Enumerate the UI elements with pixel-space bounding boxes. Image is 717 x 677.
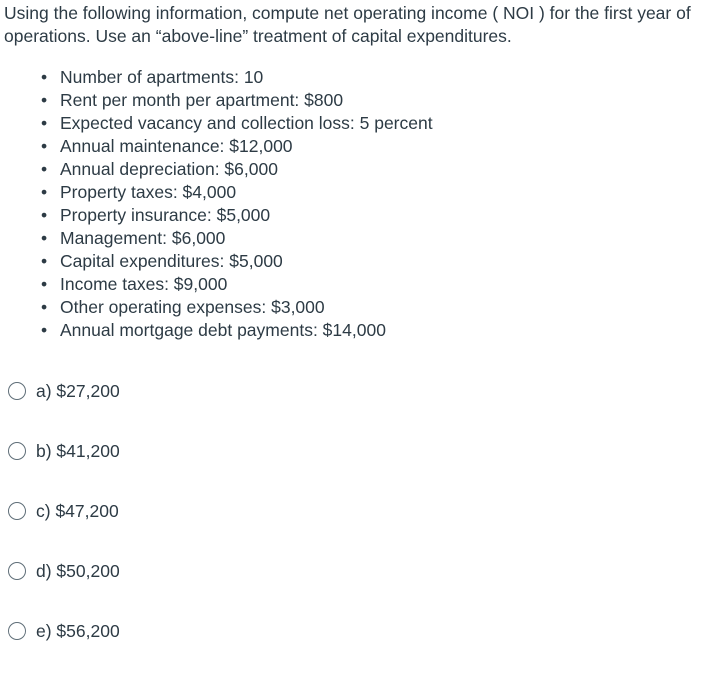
fact-item	[41, 227, 714, 250]
fact-item	[41, 204, 714, 227]
fact-item	[41, 135, 714, 158]
bullet-icon: •	[41, 90, 48, 110]
fact-text: Other operating expenses: $3,000	[60, 297, 325, 317]
bullet-icon: •	[41, 274, 48, 294]
bullet-icon: •	[41, 136, 48, 156]
answer-label[interactable]: b) $41,200	[36, 440, 120, 461]
bullet-icon: •	[41, 228, 48, 248]
bullet-icon: •	[41, 182, 48, 202]
radio-button-icon[interactable]	[8, 442, 26, 460]
fact-text: Rent per month per apartment: $800	[60, 90, 344, 110]
answer-label[interactable]: a) $27,200	[36, 380, 120, 401]
question-text: Using the following information, compute net operating income ( NOI ) for the first year of operations. Use an “above-line” treatment of capital expenditures.	[4, 3, 691, 46]
fact-text: Capital expenditures: $5,000	[60, 251, 283, 271]
fact-text: Management: $6,000	[60, 228, 226, 248]
fact-item	[41, 296, 714, 319]
question-block	[4, 2, 714, 342]
answer-option-b[interactable]	[8, 437, 608, 465]
fact-item	[41, 250, 714, 273]
fact-list	[4, 66, 714, 342]
fact-text: Income taxes: $9,000	[60, 274, 228, 294]
bullet-icon: •	[41, 320, 48, 340]
fact-item	[41, 112, 714, 135]
fact-text: Annual mortgage debt payments: $14,000	[60, 320, 386, 340]
bullet-icon: •	[41, 113, 48, 133]
bullet-icon: •	[41, 205, 48, 225]
answer-label[interactable]: d) $50,200	[36, 560, 120, 581]
fact-item	[41, 181, 714, 204]
answer-option-d[interactable]	[8, 557, 608, 585]
bullet-icon: •	[41, 251, 48, 271]
fact-text: Expected vacancy and collection loss: 5 percent	[60, 113, 433, 133]
bullet-icon: •	[41, 297, 48, 317]
radio-button-icon[interactable]	[8, 382, 26, 400]
answer-option-e[interactable]	[8, 617, 608, 645]
fact-text: Property taxes: $4,000	[60, 182, 237, 202]
fact-item	[41, 273, 714, 296]
fact-text: Annual depreciation: $6,000	[60, 159, 278, 179]
fact-text: Number of apartments: 10	[60, 67, 264, 87]
bullet-icon: •	[41, 67, 48, 87]
fact-item	[41, 89, 714, 112]
fact-item	[41, 319, 714, 342]
answer-option-a[interactable]	[8, 377, 608, 405]
answer-options	[8, 377, 608, 677]
answer-option-c[interactable]	[8, 497, 608, 525]
bullet-icon: •	[41, 159, 48, 179]
fact-item	[41, 158, 714, 181]
fact-text: Property insurance: $5,000	[60, 205, 271, 225]
radio-button-icon[interactable]	[8, 562, 26, 580]
radio-button-icon[interactable]	[8, 622, 26, 640]
radio-button-icon[interactable]	[8, 502, 26, 520]
fact-item	[41, 66, 714, 89]
answer-label[interactable]: c) $47,200	[36, 500, 119, 521]
fact-text: Annual maintenance: $12,000	[60, 136, 293, 156]
answer-label[interactable]: e) $56,200	[36, 620, 120, 641]
